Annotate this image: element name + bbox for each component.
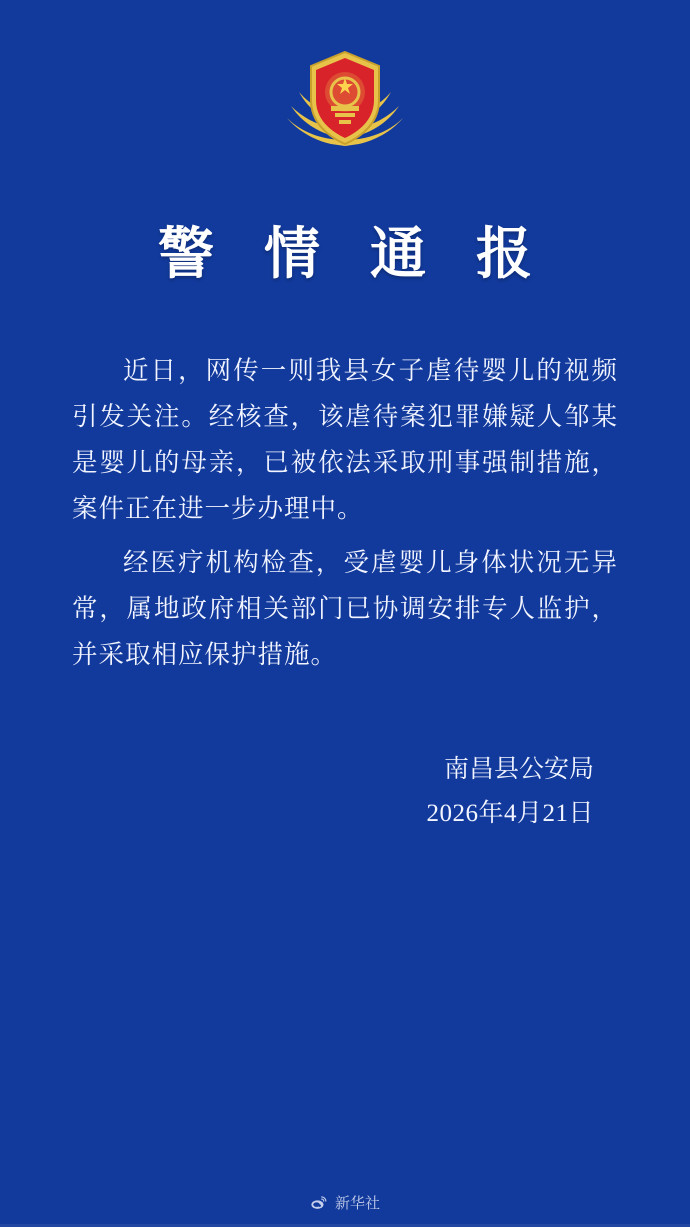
police-badge-emblem <box>279 44 411 172</box>
source-label: 新华社 <box>334 1195 380 1212</box>
issue-date: 2026年4月21日 <box>426 800 594 827</box>
notice-body <box>72 348 618 678</box>
emblem-container <box>0 0 690 172</box>
page-title: 警 情 通 报 <box>158 224 550 286</box>
notice-paragraph: 近日，网传一则我县女子虐待婴儿的视频引发关注。经核查，该虐待案犯罪嫌疑人邹某是婴儿的母亲，已被依法采取刑事强制措施，案件正在进一步办理中。 <box>72 356 618 523</box>
source-footer <box>0 1192 690 1213</box>
weibo-icon <box>310 1194 327 1211</box>
signature-block <box>0 748 594 836</box>
notice-paragraph: 经医疗机构检查，受虐婴儿身体状况无异常，属地政府相关部门已协调安排专人监护，并采取相应保护措施。 <box>72 548 618 669</box>
issuer-name: 南昌县公安局 <box>443 756 594 783</box>
